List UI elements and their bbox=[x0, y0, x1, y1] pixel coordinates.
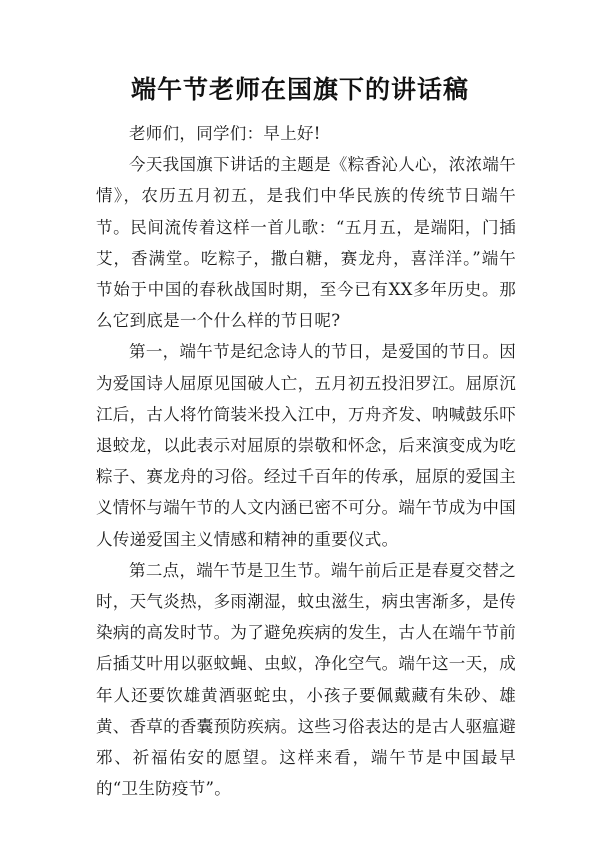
document-title: 端午节老师在国旗下的讲话稿 bbox=[130, 75, 469, 104]
point-two-paragraph: 第二点，端午节是卫生节。端午前后正是春夏交替之时，天气炎热，多雨潮湿，蚊虫滋生，病虫害渐多，是传染病的高发时节。为了避免疾病的发生，古人在端午节前后插艾叶用以驱蚊蝇、虫蚁，净化空气。端午这一天，成年人还要饮雄黄酒驱蛇虫，小孩子要佩戴藏有朱砂、雄黄、香草的香囊预防疾病。这些习俗表达的是古人驱瘟避邪、祈福佑安的愿望。这样来看，端午节是中国最早的“卫生防疫节”。 bbox=[96, 560, 516, 799]
point-one-paragraph: 第一，端午节是纪念诗人的节日，是爱国的节日。因为爱国诗人屈原见国破人亡，五月初五投汨罗江。屈原沉江后，古人将竹筒装米投入江中，万舟齐发、呐喊鼓乐吓退蛟龙，以此表示对屈原的崇敬和怀念，后来演变成为吃粽子、赛龙舟的习俗。经过千百年的传承，屈原的爱国主义情怀与端午节的人文内涵已密不可分。端午节成为中国人传递爱国主义情感和精神的重要仪式。 bbox=[96, 342, 516, 549]
greeting-paragraph: 老师们，同学们：早上好! bbox=[129, 124, 321, 143]
intro-paragraph: 今天我国旗下讲话的主题是《粽香沁人心，浓浓端午情》，农历五月初五，是我们中华民族的传统节日端午节。民间流传着这样一首儿歌：“五月五，是端阳，门插艾，香满堂。吃粽子，撒白糖，赛龙舟，喜洋洋。”端午节始于中国的春秋战国时期，至今已有XX多年历史。那么它到底是一个什么样的节日呢? bbox=[96, 155, 516, 331]
document-body bbox=[96, 118, 516, 804]
